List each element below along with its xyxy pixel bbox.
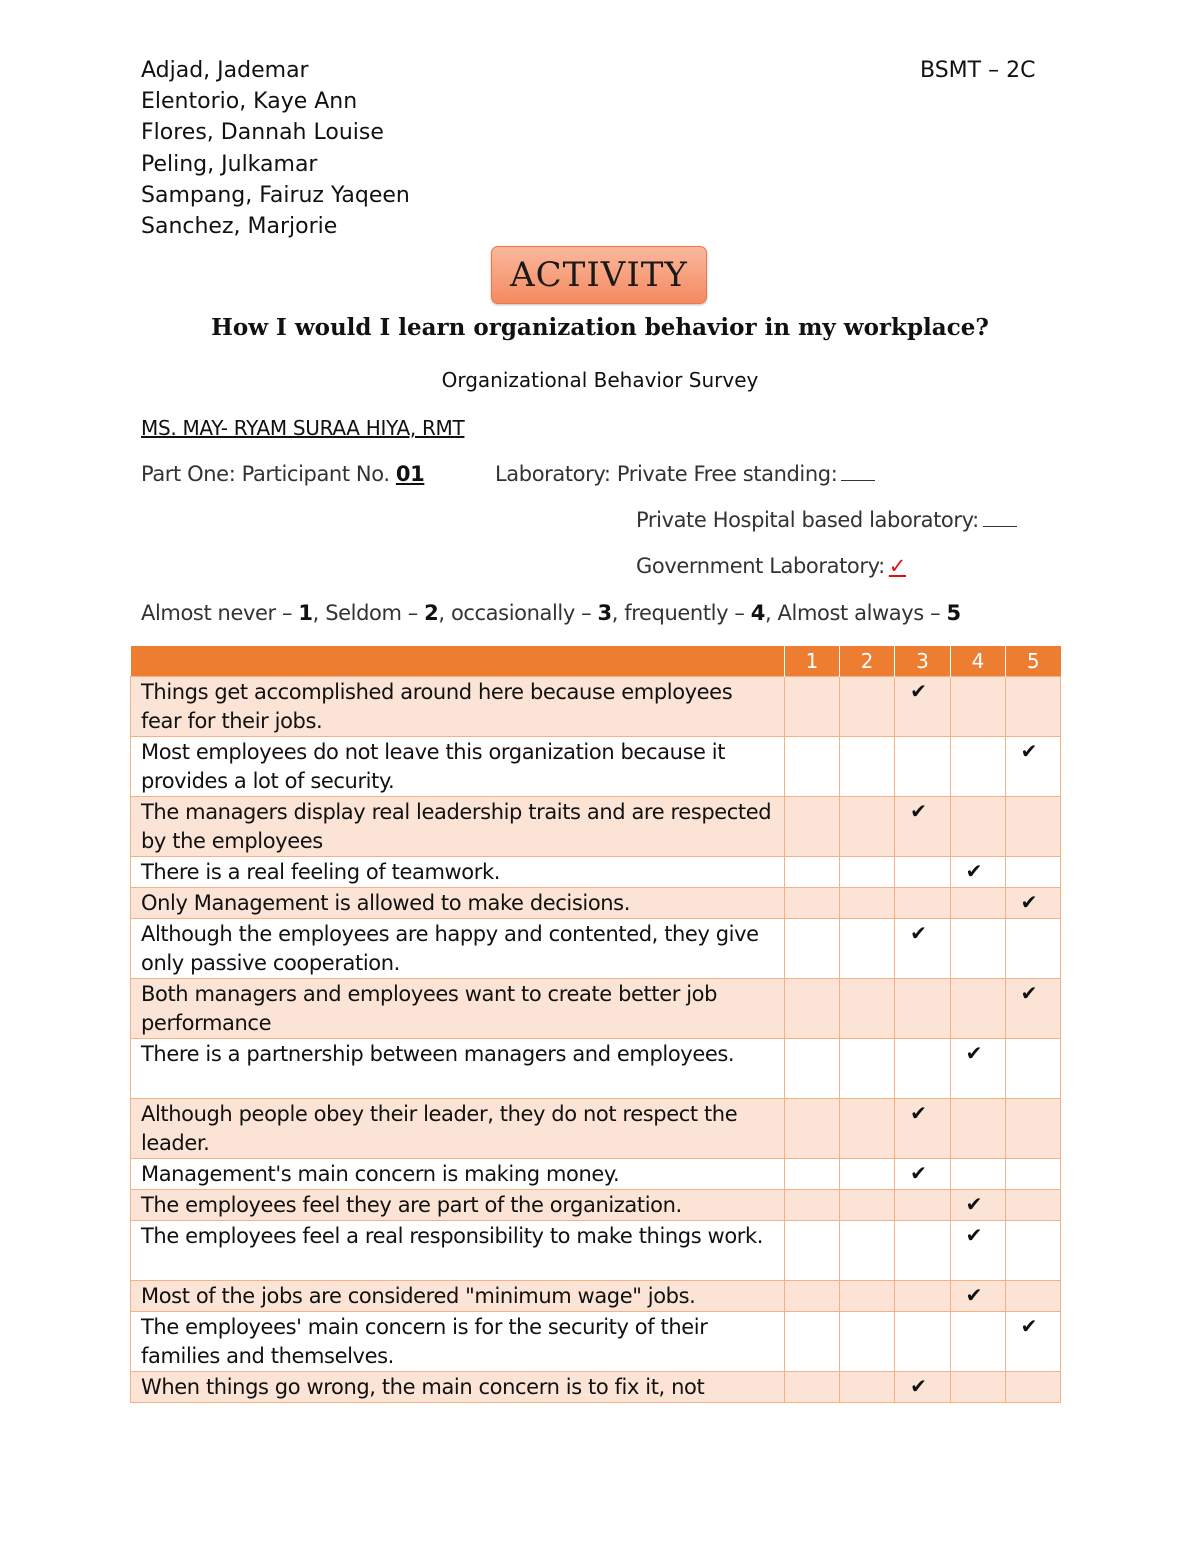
rating-cell-4[interactable] xyxy=(951,857,1006,888)
table-row xyxy=(131,1159,1061,1190)
rating-cell-4[interactable] xyxy=(951,737,1006,797)
rating-cell-2[interactable] xyxy=(840,919,895,979)
lab-free-standing-blank xyxy=(841,462,875,481)
student-names xyxy=(141,55,410,242)
rating-cell-5[interactable] xyxy=(1006,677,1061,737)
rating-cell-3[interactable] xyxy=(895,677,951,737)
table-row xyxy=(131,677,1061,737)
table-row xyxy=(131,1099,1061,1159)
rating-cell-3[interactable] xyxy=(895,1281,951,1312)
table-row xyxy=(131,1372,1061,1403)
rating-cell-5[interactable] xyxy=(1006,979,1061,1039)
table-row xyxy=(131,888,1061,919)
scale-label: Almost never – xyxy=(141,601,299,625)
rating-cell-2[interactable] xyxy=(840,1281,895,1312)
check-icon: ✔ xyxy=(965,1041,983,1065)
rating-cell-4[interactable] xyxy=(951,677,1006,737)
rating-cell-5[interactable] xyxy=(1006,1372,1061,1403)
rating-cell-5[interactable] xyxy=(1006,1159,1061,1190)
table-row xyxy=(131,1281,1061,1312)
rating-cell-4[interactable] xyxy=(951,1372,1006,1403)
student-name: Elentorio, Kaye Ann xyxy=(141,89,358,115)
participant-number: 01 xyxy=(395,462,425,486)
rating-cell-4[interactable] xyxy=(951,1159,1006,1190)
rating-cell-2[interactable] xyxy=(840,1312,895,1372)
rating-cell-2[interactable] xyxy=(840,1372,895,1403)
rating-cell-4[interactable] xyxy=(951,1221,1006,1281)
survey-statement: Although the employees are happy and contented, they give only passive cooperation. xyxy=(131,919,785,979)
rating-cell-2[interactable] xyxy=(840,1221,895,1281)
table-row xyxy=(131,1312,1061,1372)
survey-statement: Both managers and employees want to create better job performance xyxy=(131,979,785,1039)
survey-statement: The employees feel they are part of the organization. xyxy=(131,1190,785,1221)
table-row xyxy=(131,797,1061,857)
rating-cell-1[interactable] xyxy=(785,919,840,979)
student-name: Adjad, Jademar xyxy=(141,58,309,83)
scale-value: 1 xyxy=(298,601,313,625)
rating-cell-3[interactable] xyxy=(895,1099,951,1159)
rating-cell-5[interactable] xyxy=(1006,1039,1061,1099)
survey-table xyxy=(130,646,1061,1403)
rating-cell-5[interactable] xyxy=(1006,919,1061,979)
rating-cell-3[interactable] xyxy=(895,1190,951,1221)
rating-cell-4[interactable] xyxy=(951,979,1006,1039)
rating-cell-1[interactable] xyxy=(785,677,840,737)
check-icon: ✔ xyxy=(910,1374,927,1398)
rating-cell-1[interactable] xyxy=(785,1159,840,1190)
rating-cell-4[interactable] xyxy=(951,1281,1006,1312)
activity-question: How I would I learn organization behavior in my workplace? xyxy=(211,314,989,341)
check-icon: ✔ xyxy=(910,1101,927,1125)
rating-cell-4[interactable] xyxy=(951,1190,1006,1221)
rating-cell-2[interactable] xyxy=(840,737,895,797)
rating-cell-1[interactable] xyxy=(785,1221,840,1281)
rating-cell-5[interactable] xyxy=(1006,1221,1061,1281)
table-row xyxy=(131,737,1061,797)
rating-cell-5[interactable] xyxy=(1006,1281,1061,1312)
rating-cell-4[interactable] xyxy=(951,1099,1006,1159)
rating-cell-5[interactable] xyxy=(1006,1099,1061,1159)
rating-cell-1[interactable] xyxy=(785,1039,840,1099)
check-icon: ✔ xyxy=(910,679,927,703)
column-header: 2 xyxy=(840,646,895,677)
rating-cell-3[interactable] xyxy=(895,1312,951,1372)
check-icon: ✔ xyxy=(1020,890,1038,914)
table-row xyxy=(131,1039,1061,1099)
rating-cell-5[interactable] xyxy=(1006,1190,1061,1221)
rating-cell-1[interactable] xyxy=(785,979,840,1039)
scale-label: , frequently – xyxy=(611,601,751,625)
rating-cell-3[interactable] xyxy=(895,1372,951,1403)
rating-cell-4[interactable] xyxy=(951,919,1006,979)
survey-statement: The employees feel a real responsibility to make things work. xyxy=(131,1221,785,1281)
scale-value: 5 xyxy=(946,601,961,625)
table-row xyxy=(131,857,1061,888)
rating-cell-5[interactable] xyxy=(1006,737,1061,797)
rating-cell-4[interactable] xyxy=(951,1312,1006,1372)
rating-cell-4[interactable] xyxy=(951,888,1006,919)
survey-statement: The managers display real leadership traits and are respected by the employees xyxy=(131,797,785,857)
survey-statement: Management's main concern is making money. xyxy=(131,1159,785,1190)
rating-cell-5[interactable] xyxy=(1006,857,1061,888)
student-name: Flores, Dannah Louise xyxy=(141,120,384,146)
survey-statement: Most employees do not leave this organization because it provides a lot of security. xyxy=(131,737,785,797)
rating-cell-5[interactable] xyxy=(1006,888,1061,919)
scale-label: , occasionally – xyxy=(438,601,598,625)
table-row xyxy=(131,1221,1061,1281)
lab-free-standing xyxy=(495,462,875,486)
survey-title: Organizational Behavior Survey xyxy=(441,368,759,392)
table-header-row xyxy=(131,646,1061,677)
rating-cell-1[interactable] xyxy=(785,1099,840,1159)
table-row xyxy=(131,919,1061,979)
rating-cell-4[interactable] xyxy=(951,797,1006,857)
rating-cell-1[interactable] xyxy=(785,737,840,797)
lab-hospital-label: Private Hospital based laboratory: xyxy=(636,508,979,532)
survey-statement: There is a partnership between managers and employees. xyxy=(131,1039,785,1099)
rating-cell-3[interactable] xyxy=(895,737,951,797)
scale-value: 4 xyxy=(750,601,765,625)
check-icon: ✔ xyxy=(965,1283,983,1307)
rating-cell-3[interactable] xyxy=(895,1039,951,1099)
column-header: 3 xyxy=(895,646,951,677)
survey-statement: There is a real feeling of teamwork. xyxy=(131,857,785,888)
activity-badge xyxy=(491,246,707,304)
rating-cell-1[interactable] xyxy=(785,1281,840,1312)
check-icon: ✔ xyxy=(910,921,927,945)
lab-free-standing-label: Laboratory: Private Free standing: xyxy=(495,462,838,486)
activity-badge-label: ACTIVITY xyxy=(510,255,688,295)
scale-label: , Almost always – xyxy=(765,601,947,625)
survey-statement: Most of the jobs are considered "minimum wage" jobs. xyxy=(131,1281,785,1312)
survey-statement: Only Management is allowed to make decisions. xyxy=(131,888,785,919)
lab-hospital-blank xyxy=(983,508,1017,527)
participant-line xyxy=(141,462,424,486)
rating-cell-5[interactable] xyxy=(1006,1312,1061,1372)
participant-label: Part One: Participant No. xyxy=(141,462,396,486)
rating-cell-4[interactable] xyxy=(951,1039,1006,1099)
survey-statement: The employees' main concern is for the security of their families and themselves. xyxy=(131,1312,785,1372)
column-header: 1 xyxy=(785,646,840,677)
column-header xyxy=(131,646,785,677)
rating-cell-1[interactable] xyxy=(785,1312,840,1372)
table-row xyxy=(131,1190,1061,1221)
check-icon: ✔ xyxy=(965,1192,983,1216)
column-header: 5 xyxy=(1006,646,1061,677)
rating-cell-3[interactable] xyxy=(895,1221,951,1281)
rating-cell-2[interactable] xyxy=(840,1159,895,1190)
rating-cell-3[interactable] xyxy=(895,857,951,888)
survey-statement: Although people obey their leader, they do not respect the leader. xyxy=(131,1099,785,1159)
check-icon: ✓ xyxy=(888,554,906,578)
survey-statement: When things go wrong, the main concern is to fix it, not xyxy=(131,1372,785,1403)
rating-cell-2[interactable] xyxy=(840,677,895,737)
rating-cell-2[interactable] xyxy=(840,1099,895,1159)
lab-government-label: Government Laboratory: xyxy=(636,554,885,578)
course-section: BSMT – 2C xyxy=(920,58,1036,83)
table-row xyxy=(131,979,1061,1039)
student-name: Sampang, Fairuz Yaqeen xyxy=(141,182,410,208)
column-header: 4 xyxy=(951,646,1006,677)
check-icon: ✔ xyxy=(1020,739,1038,763)
rating-cell-3[interactable] xyxy=(895,797,951,857)
scale-value: 2 xyxy=(424,601,439,625)
check-icon: ✔ xyxy=(965,859,983,883)
lab-hospital xyxy=(636,508,1017,532)
rating-cell-1[interactable] xyxy=(785,1372,840,1403)
check-icon: ✔ xyxy=(965,1223,983,1247)
rating-cell-2[interactable] xyxy=(840,888,895,919)
rating-cell-3[interactable] xyxy=(895,1159,951,1190)
rating-cell-1[interactable] xyxy=(785,797,840,857)
rating-cell-3[interactable] xyxy=(895,979,951,1039)
survey-rows xyxy=(131,677,1061,1403)
rating-cell-2[interactable] xyxy=(840,979,895,1039)
check-icon: ✔ xyxy=(910,1161,927,1185)
check-icon: ✔ xyxy=(1020,1314,1038,1338)
instructor-name: MS. MAY- RYAM SURAA HIYA, RMT xyxy=(141,416,465,440)
rating-cell-2[interactable] xyxy=(840,1190,895,1221)
rating-cell-2[interactable] xyxy=(840,1039,895,1099)
rating-cell-3[interactable] xyxy=(895,888,951,919)
rating-cell-3[interactable] xyxy=(895,919,951,979)
lab-government xyxy=(636,554,906,578)
check-icon: ✔ xyxy=(1020,981,1038,1005)
scale-label: , Seldom – xyxy=(312,601,425,625)
check-icon: ✔ xyxy=(910,799,927,823)
rating-cell-2[interactable] xyxy=(840,857,895,888)
rating-scale-legend xyxy=(141,601,961,625)
rating-cell-1[interactable] xyxy=(785,1190,840,1221)
rating-cell-1[interactable] xyxy=(785,857,840,888)
rating-cell-2[interactable] xyxy=(840,797,895,857)
survey-statement: Things get accomplished around here because employees fear for their jobs. xyxy=(131,677,785,737)
rating-cell-5[interactable] xyxy=(1006,797,1061,857)
scale-value: 3 xyxy=(597,601,612,625)
student-name: Peling, Julkamar xyxy=(141,151,318,177)
student-name: Sanchez, Marjorie xyxy=(141,214,338,240)
rating-cell-1[interactable] xyxy=(785,888,840,919)
